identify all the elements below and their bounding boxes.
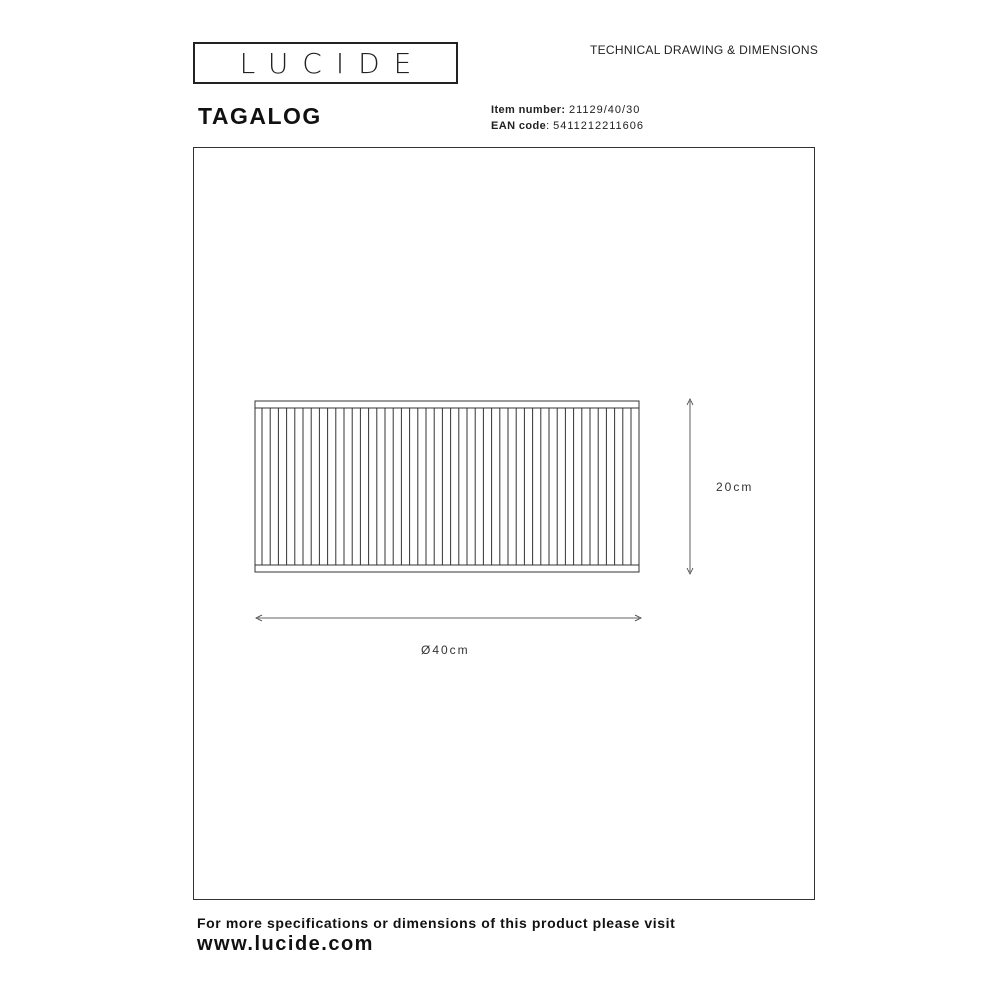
height-dimension-line [687, 399, 693, 574]
item-number-label: Item number [491, 104, 562, 116]
height-dimension-label: 20cm [716, 480, 754, 494]
width-dimension-line [256, 615, 641, 621]
diameter-dimension-label: Ø40cm [421, 643, 470, 657]
item-number-value: 21129/40/30 [568, 104, 641, 116]
shade-slats [262, 408, 631, 565]
item-number: Item number: 21129/40/30 [491, 104, 641, 116]
footer-url-link[interactable]: www.lucide.com [197, 933, 374, 955]
ean-code-value: 5411212211606 [553, 120, 644, 132]
logo-text: LUCIDE [239, 47, 426, 80]
product-name: TAGALOG [198, 103, 322, 129]
document-title: TECHNICAL DRAWING & DIMENSIONS [590, 43, 819, 57]
ean-code: EAN code: 5411212211606 [491, 120, 644, 132]
footer-text: For more specifications or dimensions of this product please visit [197, 915, 676, 931]
ean-code-label: EAN code [491, 120, 547, 132]
lamp-shade [255, 401, 639, 572]
